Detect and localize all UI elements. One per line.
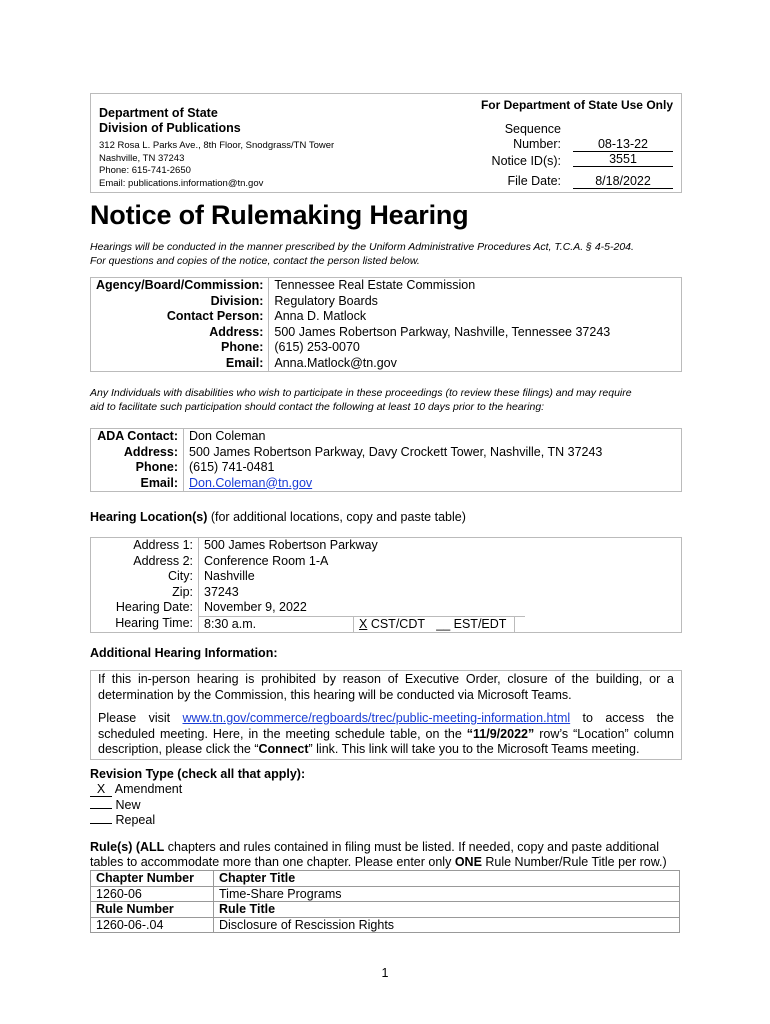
sequence-number-value: 08-13-22 <box>573 137 673 152</box>
sequence-label-2: Number: <box>513 137 561 151</box>
additional-info-box <box>90 670 682 760</box>
table-row <box>91 886 680 902</box>
file-date-field <box>421 174 673 190</box>
disability-line-1: Any Individuals with disabilities who wish to participate in these proceedings (to review these filings) and may require <box>90 387 632 399</box>
table-row <box>91 278 615 294</box>
state-use-block <box>421 98 673 188</box>
est-checkbox-mark[interactable]: __ <box>436 616 451 631</box>
p2-text-b: to access the scheduled meeting. Here, in the meeting schedule table, on the <box>98 711 674 741</box>
rules-table-wrap <box>90 870 680 933</box>
table-row <box>91 917 680 933</box>
rules-table <box>90 870 680 933</box>
notice-id-value: 3551 <box>573 152 673 167</box>
table-row <box>91 460 607 476</box>
table-row <box>91 538 525 554</box>
ada-contact-table <box>90 428 682 492</box>
p2-text-a: Please visit <box>98 711 183 725</box>
table-row <box>91 600 525 616</box>
rule-title-header: Rule Title <box>214 902 680 918</box>
zip-value: 37243 <box>204 584 239 599</box>
sequence-label-1: Sequence <box>504 122 561 136</box>
department-address: 312 Rosa L. Parks Ave., 8th Floor, Snodgrass/TN Tower <box>99 140 335 151</box>
revision-label: New <box>115 797 141 812</box>
table-row <box>91 585 525 601</box>
disability-notice <box>90 386 690 414</box>
rules-intro-b: chapters and rules contained in filing must be listed. If needed, copy and paste additional tables to accommodate more than one chapter. Please enter only <box>90 840 660 869</box>
timezone-options <box>354 616 515 632</box>
table-row <box>91 554 525 570</box>
state-use-only-heading: For Department of State Use Only <box>480 98 673 112</box>
page-title: Notice of Rulemaking Hearing <box>90 200 469 230</box>
ada-address-value: 500 James Robertson Parkway, Davy Crockett Tower, Nashville, TN 37243 <box>189 444 603 459</box>
hearing-location-heading <box>90 510 466 524</box>
revision-option-repeal[interactable] <box>90 813 182 829</box>
location-table <box>91 538 525 632</box>
ada-contact-key: ADA Contact: <box>91 429 184 445</box>
page-number: 1 <box>381 966 389 980</box>
table-row <box>91 569 525 585</box>
division-key: Division: <box>91 294 269 310</box>
rule-number-cell: 1260-06-.04 <box>91 917 214 933</box>
contact-person-key: Contact Person: <box>91 309 269 325</box>
department-email: Email: publications.information@tn.gov <box>99 177 264 189</box>
additional-info-heading: Additional Hearing Information: <box>90 646 278 660</box>
agency-contact-table <box>90 277 682 372</box>
agency-key: Agency/Board/Commission: <box>91 278 269 294</box>
revision-mark[interactable] <box>90 808 112 809</box>
chapter-title-cell: Time-Share Programs <box>214 886 680 902</box>
address2-key: Address 2: <box>91 554 199 570</box>
ada-contact-value: Don Coleman <box>189 429 266 443</box>
notice-id-field <box>421 154 673 170</box>
address1-key: Address 1: <box>91 538 199 554</box>
revision-option-new[interactable] <box>90 798 182 814</box>
file-date-label: File Date: <box>507 174 561 188</box>
hearing-location-heading-note: (for additional locations, copy and paste table) <box>207 510 466 524</box>
email-value: Anna.Matlock@tn.gov <box>274 355 397 370</box>
department-phone: Phone: 615-741-2650 <box>99 165 191 176</box>
revision-type-list <box>90 782 182 829</box>
revision-label: Amendment <box>114 782 183 796</box>
chapter-title-header: Chapter Title <box>214 871 680 887</box>
hearing-intro <box>90 240 690 268</box>
department-name: Department of State <box>99 106 218 120</box>
hearing-time-value: 8:30 a.m. <box>199 616 354 632</box>
agency-value: Tennessee Real Estate Commission <box>274 278 476 292</box>
phone-value: (615) 253-0070 <box>274 340 360 354</box>
address2-value: Conference Room 1-A <box>204 553 329 568</box>
revision-label: Repeal <box>115 813 156 827</box>
intro-line-2: For questions and copies of the notice, contact the person listed below. <box>90 255 420 267</box>
zip-key: Zip: <box>91 585 199 601</box>
ada-address-key: Address: <box>91 445 184 461</box>
ada-email-value <box>184 476 608 492</box>
rules-intro-one: ONE <box>454 855 482 869</box>
city-key: City: <box>91 569 199 585</box>
hearing-time-key: Hearing Time: <box>91 616 199 632</box>
additional-info-paragraph-2 <box>91 711 681 758</box>
department-city: Nashville, TN 37243 <box>99 152 185 164</box>
contact-person-value: Anna D. Matlock <box>274 309 367 323</box>
cst-checkbox-mark[interactable]: X <box>359 616 368 631</box>
table-row <box>91 476 607 492</box>
email-key: Email: <box>91 356 269 372</box>
table-row <box>91 356 615 372</box>
rules-intro-a: Rule(s) ( <box>90 840 140 854</box>
table-row <box>91 616 525 632</box>
chapter-number-cell: 1260-06 <box>91 886 214 902</box>
ada-table <box>91 429 607 491</box>
hearing-location-table <box>90 537 682 633</box>
cst-label: CST/CDT <box>367 616 425 631</box>
file-date-value: 8/18/2022 <box>573 174 673 189</box>
division-name: Division of Publications <box>99 121 241 135</box>
ada-phone-key: Phone: <box>91 460 184 476</box>
revision-option-amendment[interactable] <box>90 782 182 798</box>
revision-type-heading: Revision Type (check all that apply): <box>90 767 306 781</box>
rules-intro <box>90 840 690 870</box>
p2-text-d: ” link. This link will take you to the Microsoft Teams meeting. <box>308 742 640 756</box>
division-value: Regulatory Boards <box>274 293 378 308</box>
ada-email-link[interactable]: Don.Coleman@tn.gov <box>189 475 313 490</box>
ada-email-key: Email: <box>91 476 184 492</box>
table-row <box>91 325 615 341</box>
address-key: Address: <box>91 325 269 341</box>
phone-key: Phone: <box>91 340 269 356</box>
table-row <box>91 445 607 461</box>
table-row <box>91 902 680 918</box>
table-row <box>91 309 615 325</box>
intro-line-1: Hearings will be conducted in the manner prescribed by the Uniform Administrative Procedures Act, T.C.A. § 4-5-204. <box>90 241 634 253</box>
revision-mark[interactable] <box>90 823 112 824</box>
table-row <box>91 871 680 887</box>
agency-table <box>91 278 615 371</box>
p2-date: “11/9/2022” <box>466 726 535 741</box>
notice-id-label: Notice ID(s): <box>491 154 561 168</box>
rules-intro-c: Rule Number/Rule Title per row.) <box>481 855 667 869</box>
address1-value: 500 James Robertson Parkway <box>204 538 378 552</box>
city-value: Nashville <box>204 569 255 583</box>
additional-info-paragraph-1: If this in-person hearing is prohibited by reason of Executive Order, closure of the building, or a determination by the Commission, this hearing will be conducted via Microsoft Teams. <box>98 672 674 702</box>
table-row <box>91 429 607 445</box>
disability-line-2: aid to facilitate such participation should contact the following at least 10 days prior to the hearing: <box>90 401 545 413</box>
address-value: 500 James Robertson Parkway, Nashville, Tennessee 37243 <box>274 324 611 339</box>
timezone-spacer <box>515 616 526 632</box>
header-box <box>90 93 682 193</box>
sequence-number-field <box>421 122 673 152</box>
ada-phone-value: (615) 741-0481 <box>189 460 275 474</box>
p2-text-c: row’s “Location” column description, please click the “ <box>98 726 674 756</box>
hearing-location-heading-bold: Hearing Location(s) <box>90 510 208 524</box>
table-row <box>91 294 615 310</box>
hearing-date-value: November 9, 2022 <box>204 600 307 614</box>
hearing-date-key: Hearing Date: <box>91 600 199 616</box>
rules-intro-all: ALL <box>140 840 165 854</box>
est-label: EST/EDT <box>450 616 507 631</box>
chapter-number-header: Chapter Number <box>91 871 214 887</box>
p2-connect: Connect <box>258 742 309 756</box>
rule-title-cell: Disclosure of Rescission Rights <box>214 917 680 933</box>
revision-mark[interactable]: X <box>90 783 112 797</box>
department-block <box>99 106 399 189</box>
public-meeting-link[interactable]: www.tn.gov/commerce/regboards/trec/public-meeting-information.html <box>182 711 571 725</box>
rule-number-header: Rule Number <box>91 902 214 918</box>
table-row <box>91 340 615 356</box>
